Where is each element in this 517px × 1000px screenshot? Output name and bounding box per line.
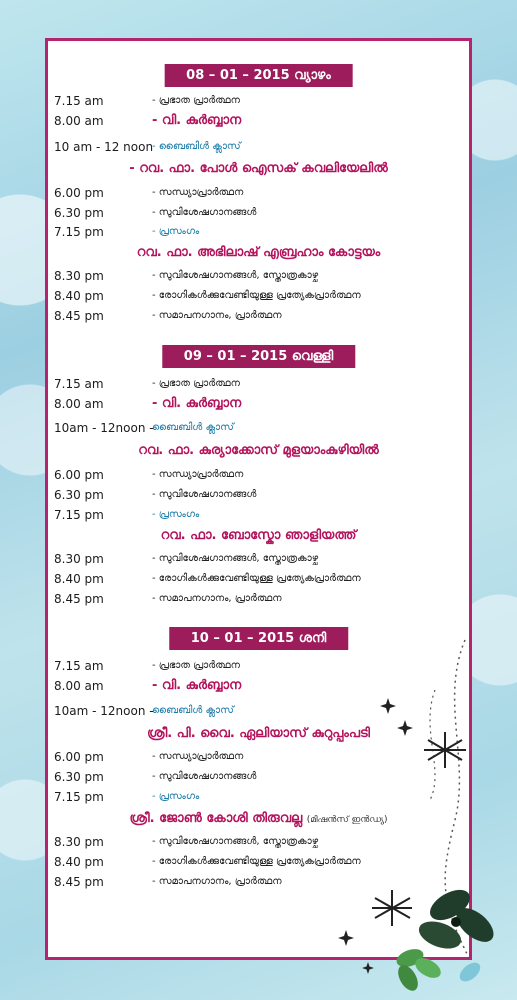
event-label: - വി. കുർബ്ബാന [152, 678, 242, 693]
date-header-day1: 08 – 01 – 2015 വ്യാഴം [164, 64, 353, 87]
event-label: - സുവിശേഷഗാനങ്ങൾ, സ്തോത്രകാഴ്ച [152, 553, 319, 564]
time-label: 6.00 pm [54, 468, 104, 482]
event-label: - വി. കുർബ്ബാന [152, 396, 242, 411]
time-label: 8.30 pm [54, 552, 104, 566]
time-label: 7.15 pm [54, 508, 104, 522]
event-label: - സുവിശേഷഗാനങ്ങൾ, സ്തോത്രകാഴ്ച [152, 836, 319, 847]
time-label: 8.00 am [54, 397, 104, 411]
time-label: 7.15 pm [54, 225, 104, 239]
event-label: - ബൈബിൾ ക്ലാസ് [152, 141, 241, 152]
time-label: 8.00 am [54, 679, 104, 693]
time-label: 6.30 pm [54, 206, 104, 220]
speaker-name: - റവ. ഫാ. പോൾ ഐസക് കവലിയേലിൽ [129, 161, 388, 176]
event-label: ബൈബിൾ ക്ലാസ് [152, 422, 234, 433]
date-header-day2: 09 – 01 – 2015 വെള്ളി [162, 345, 355, 368]
event-label: - പ്രഭാത പ്രാർത്ഥന [152, 95, 240, 106]
time-label: 7.15 am [54, 659, 104, 673]
event-label: ബൈബിൾ ക്ലാസ് [152, 705, 234, 716]
time-label: 6.30 pm [54, 488, 104, 502]
time-label: 10 am - 12 noon [54, 140, 154, 154]
event-label: - പ്രസംഗം [152, 226, 200, 237]
speaker-name-text: ശ്രീ. ജോൺ കോശി തിരുവല്ല [129, 811, 303, 826]
time-label: 8.30 pm [54, 269, 104, 283]
time-label: 6.00 pm [54, 186, 104, 200]
event-label: - സമാപനഗാനം, പ്രാർത്ഥന [152, 310, 282, 321]
event-label: - സുവിശേഷഗാനങ്ങൾ, സ്തോത്രകാഴ്ച [152, 270, 319, 281]
event-label: - രോഗികൾക്കുവേണ്ടിയുള്ള പ്രത്യേകപ്രാർത്ഥന [152, 573, 361, 584]
event-label: - സമാപനഗാനം, പ്രാർത്ഥന [152, 593, 282, 604]
time-label: 8.40 pm [54, 572, 104, 586]
time-label: 10am - 12noon - [54, 704, 154, 718]
event-label: - രോഗികൾക്കുവേണ്ടിയുള്ള പ്രത്യേകപ്രാർത്ഥന [152, 290, 361, 301]
time-label: 8.30 pm [54, 835, 104, 849]
time-label: 7.15 am [54, 94, 104, 108]
time-label: 8.00 am [54, 114, 104, 128]
time-label: 6.00 pm [54, 750, 104, 764]
schedule-card [45, 38, 472, 960]
date-header-day3: 10 – 01 – 2015 ശനി [169, 627, 348, 650]
event-label: - സുവിശേഷഗാനങ്ങൾ [152, 771, 257, 782]
event-label: - സമാപനഗാനം, പ്രാർത്ഥന [152, 876, 282, 887]
time-label: 8.45 pm [54, 309, 104, 323]
event-label: - വി. കുർബ്ബാന [152, 113, 242, 128]
event-label: - പ്രസംഗം [152, 509, 200, 520]
time-label: 8.45 pm [54, 875, 104, 889]
time-label: 7.15 pm [54, 790, 104, 804]
speaker-name: റവ. ഫാ. അഭിലാഷ് എബ്രഹാം കോട്ടയം [136, 245, 381, 260]
speaker-name: ശ്രീ. പി. വൈ. ഏലിയാസ് കുറുപ്പംപടി [147, 726, 370, 741]
event-label: - സുവിശേഷഗാനങ്ങൾ [152, 489, 257, 500]
time-label: 6.30 pm [54, 770, 104, 784]
speaker-name: റവ. ഫാ. ബോസ്കോ ഞാളിയത്ത് [160, 528, 357, 543]
event-label: - സുവിശേഷഗാനങ്ങൾ [152, 207, 257, 218]
event-label: - സന്ധ്യാപ്രാർത്ഥന [152, 187, 244, 198]
event-label: - രോഗികൾക്കുവേണ്ടിയുള്ള പ്രത്യേകപ്രാർത്ഥന [152, 856, 361, 867]
time-label: 10am - 12noon - [54, 421, 154, 435]
speaker-name [48, 811, 469, 826]
event-label: - സന്ധ്യാപ്രാർത്ഥന [152, 751, 244, 762]
event-label: - സന്ധ്യാപ്രാർത്ഥന [152, 469, 244, 480]
speaker-name: റവ. ഫാ. കുര്യാക്കോസ് മുളയാംകുഴിയിൽ [138, 443, 379, 458]
event-label: - പ്രസംഗം [152, 791, 200, 802]
speaker-affiliation: (മിഷൻസ് ഇൻഡ്യ) [306, 815, 388, 825]
time-label: 7.15 am [54, 377, 104, 391]
time-label: 8.45 pm [54, 592, 104, 606]
event-label: - പ്രഭാത പ്രാർത്ഥന [152, 378, 240, 389]
time-label: 8.40 pm [54, 855, 104, 869]
time-label: 8.40 pm [54, 289, 104, 303]
event-label: - പ്രഭാത പ്രാർത്ഥന [152, 660, 240, 671]
